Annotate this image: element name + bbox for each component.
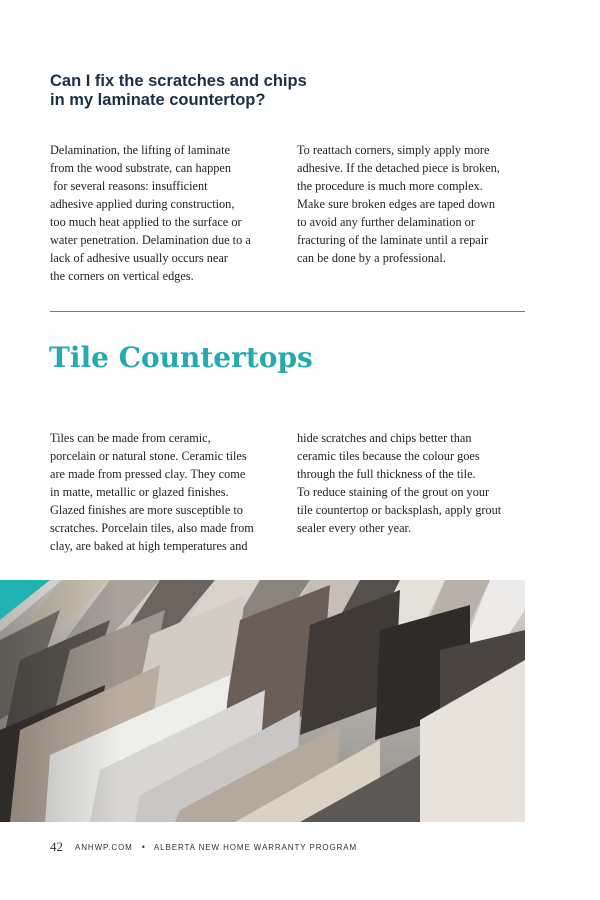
text-line: ceramic tiles because the colour goes (297, 449, 480, 463)
text-line: Tiles can be made from ceramic, (50, 431, 211, 445)
text-line: To reduce staining of the grout on your (297, 485, 490, 499)
text-line: tile countertop or backsplash, apply grout (297, 503, 502, 517)
text-line: too much heat applied to the surface or (50, 215, 242, 229)
footer-separator: • (141, 842, 145, 852)
text-line: sealer every other year. (297, 521, 412, 535)
section-divider (50, 311, 525, 312)
tile-right-column (297, 429, 522, 537)
faq-heading-line: in my laminate countertop? (50, 91, 266, 109)
text-line: can be done by a professional. (297, 251, 446, 265)
footer-program: ALBERTA NEW HOME WARRANTY PROGRAM (153, 842, 358, 852)
text-line: through the full thickness of the tile. (297, 467, 476, 481)
text-line: to avoid any further delamination or (297, 215, 475, 229)
text-line: water penetration. Delamination due to a (50, 233, 251, 247)
text-line: adhesive applied during construction, (50, 197, 235, 211)
text-line: porcelain or natural stone. Ceramic tiles (50, 449, 247, 463)
section-title: Tile Countertops (49, 341, 313, 374)
text-line: from the wood substrate, can happen (50, 161, 231, 175)
text-line: Make sure broken edges are taped down (297, 197, 496, 211)
text-line: clay, are baked at high temperatures and (50, 539, 248, 553)
text-line: lack of adhesive usually occurs near (50, 251, 228, 265)
text-line: for several reasons: insufficient (50, 179, 208, 193)
text-line: the procedure is much more complex. (297, 179, 483, 193)
footer-site: ANHWP.COM (75, 842, 133, 852)
text-line: are made from pressed clay. They come (50, 467, 246, 481)
text-line: in matte, metallic or glazed finishes. (50, 485, 229, 499)
text-line: To reattach corners, simply apply more (297, 143, 490, 157)
page-footer (50, 838, 357, 856)
faq-left-column (50, 141, 275, 285)
faq-heading-line: Can I fix the scratches and chips (50, 72, 307, 90)
faq-heading (50, 72, 480, 110)
text-line: adhesive. If the detached piece is broken, (297, 161, 500, 175)
text-line: fracturing of the laminate until a repair (297, 233, 489, 247)
faq-right-column (297, 141, 522, 267)
page-number: 42 (50, 839, 63, 854)
text-line: hide scratches and chips better than (297, 431, 472, 445)
tile-left-column (50, 429, 275, 555)
text-line: Delamination, the lifting of laminate (50, 143, 230, 157)
text-line: Glazed finishes are more susceptible to (50, 503, 243, 517)
text-line: scratches. Porcelain tiles, also made from (50, 521, 254, 535)
countertop-samples-photo (0, 580, 525, 822)
text-line: the corners on vertical edges. (50, 269, 194, 283)
